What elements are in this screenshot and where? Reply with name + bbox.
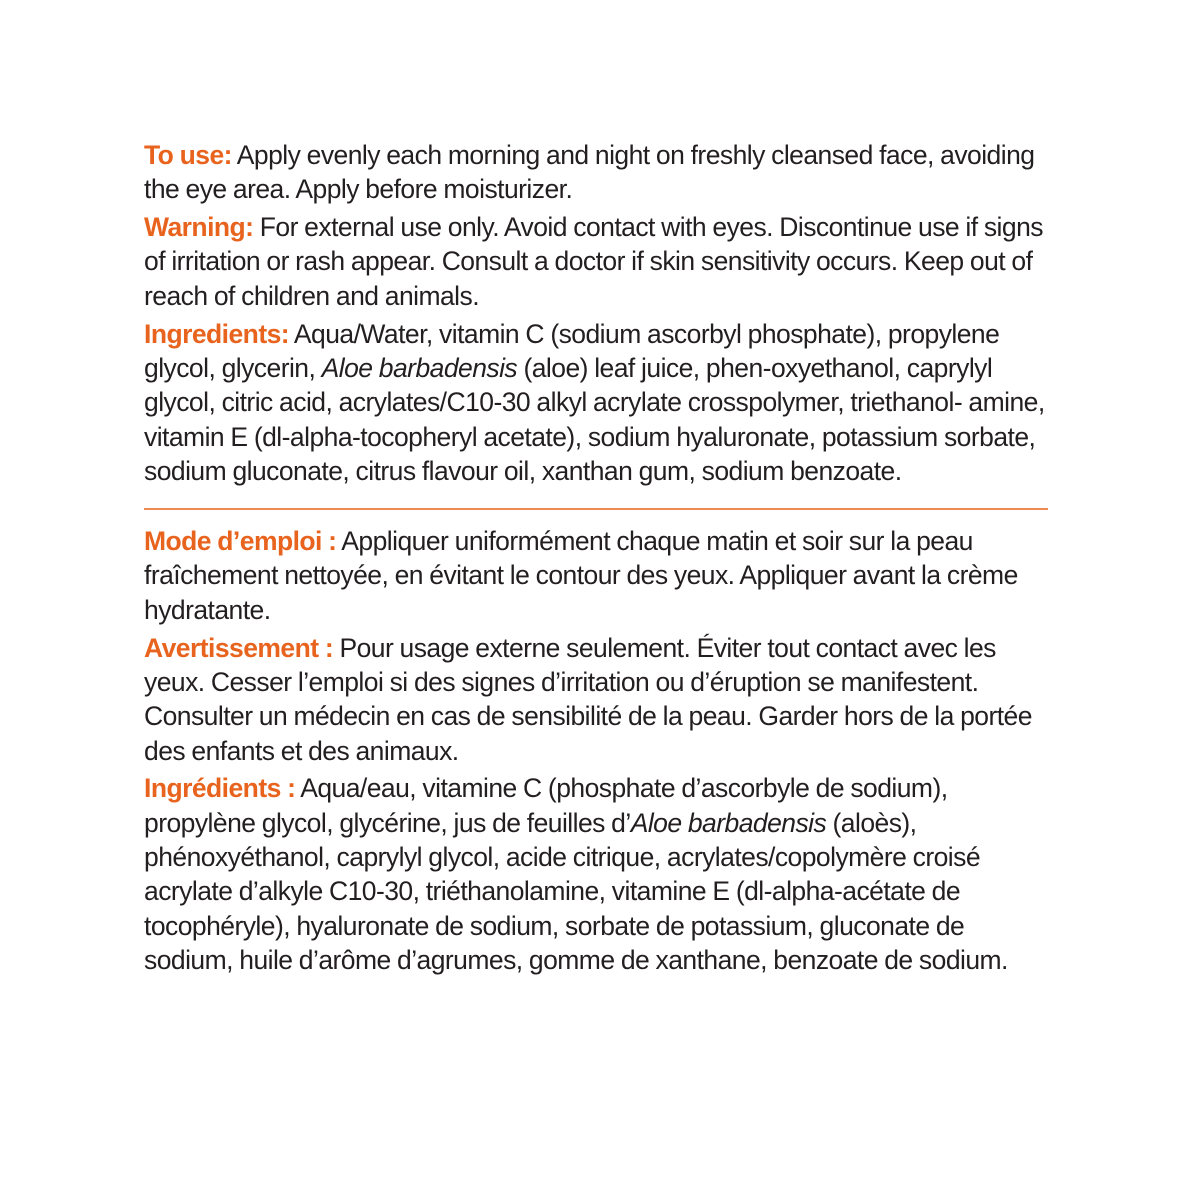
- product-label-panel: [144, 138, 1054, 977]
- ingredients-fr-text-before: Aqua/eau, vitamine C (phosphate d’ascorbyle de sodium), propylène glycol, glycérine, jus de feuilles d’: [144, 773, 948, 838]
- warning-paragraph: [144, 210, 1054, 313]
- mode-emploi-heading: Mode d’emploi :: [144, 526, 337, 557]
- avertissement-paragraph: [144, 631, 1054, 768]
- french-section: [144, 524, 1054, 977]
- to-use-paragraph: [144, 138, 1054, 207]
- ingredients-paragraph: [144, 317, 1054, 488]
- to-use-text: Apply evenly each morning and night on freshly cleansed face, avoiding the eye area. Apply before moisturizer.: [144, 140, 1035, 205]
- language-divider: [144, 508, 1048, 510]
- english-section: [144, 138, 1054, 488]
- warning-text: For external use only. Avoid contact with eyes. Discontinue use if signs of irritation or rash appear. Consult a doctor if skin sensitivity occurs. Keep out of reach of children and animals.: [144, 212, 1043, 311]
- to-use-heading: To use:: [144, 140, 232, 170]
- ingredients-species-name: Aloe barbadensis: [321, 352, 518, 383]
- ingredients-heading: Ingredients:: [144, 318, 290, 349]
- ingredients-text-before: Aqua/Water, vitamin C (sodium ascorbyl phosphate), propylene glycol, glycerin,: [144, 318, 1000, 383]
- avertissement-text: Pour usage externe seulement. Éviter tout contact avec les yeux. Cesser l’emploi si des signes d’irritation ou d’éruption se manifestent. Consulter un médecin en cas de sensibilité de la peau. Garder hors de la portée des enfants et des animaux.: [144, 632, 1032, 766]
- mode-emploi-text: Appliquer uniformément chaque matin et soir sur la peau fraîchement nettoyée, en évitant le contour des yeux. Appliquer avant la crème hydratante.: [144, 526, 1018, 625]
- avertissement-heading: Avertissement :: [144, 632, 334, 663]
- ingredients-text-after: (aloe) leaf juice, phen-oxyethanol, caprylyl glycol, citric acid, acrylates/C10-30 alkyl acrylate crosspolymer, triethanol- amine, vitamin E (dl-alpha-tocopheryl acetate), sodium hyaluronate, potassium sorbate, sodium gluconate, citrus flavour oil, xanthan gum, sodium benzoate.: [144, 352, 1045, 486]
- ingredients-fr-text-after: (aloès), phénoxyéthanol, caprylyl glycol, acide citrique, acrylates/copolymère croisé acrylate d’alkyle C10-30, triéthanolamine, vitamine E (dl-alpha-acétate de tocophéryle), hyaluronate de sodium, sorbate de potassium, gluconate de sodium, huile d’arôme d’agrumes, gomme de xanthane, benzoate de sodium.: [144, 807, 1008, 975]
- ingredients-fr-species-name: Aloe barbadensis: [630, 807, 827, 838]
- ingredients-fr-heading: Ingrédients :: [144, 773, 296, 804]
- mode-emploi-paragraph: [144, 524, 1054, 627]
- ingredients-fr-paragraph: [144, 771, 1054, 977]
- warning-heading: Warning:: [144, 212, 254, 243]
